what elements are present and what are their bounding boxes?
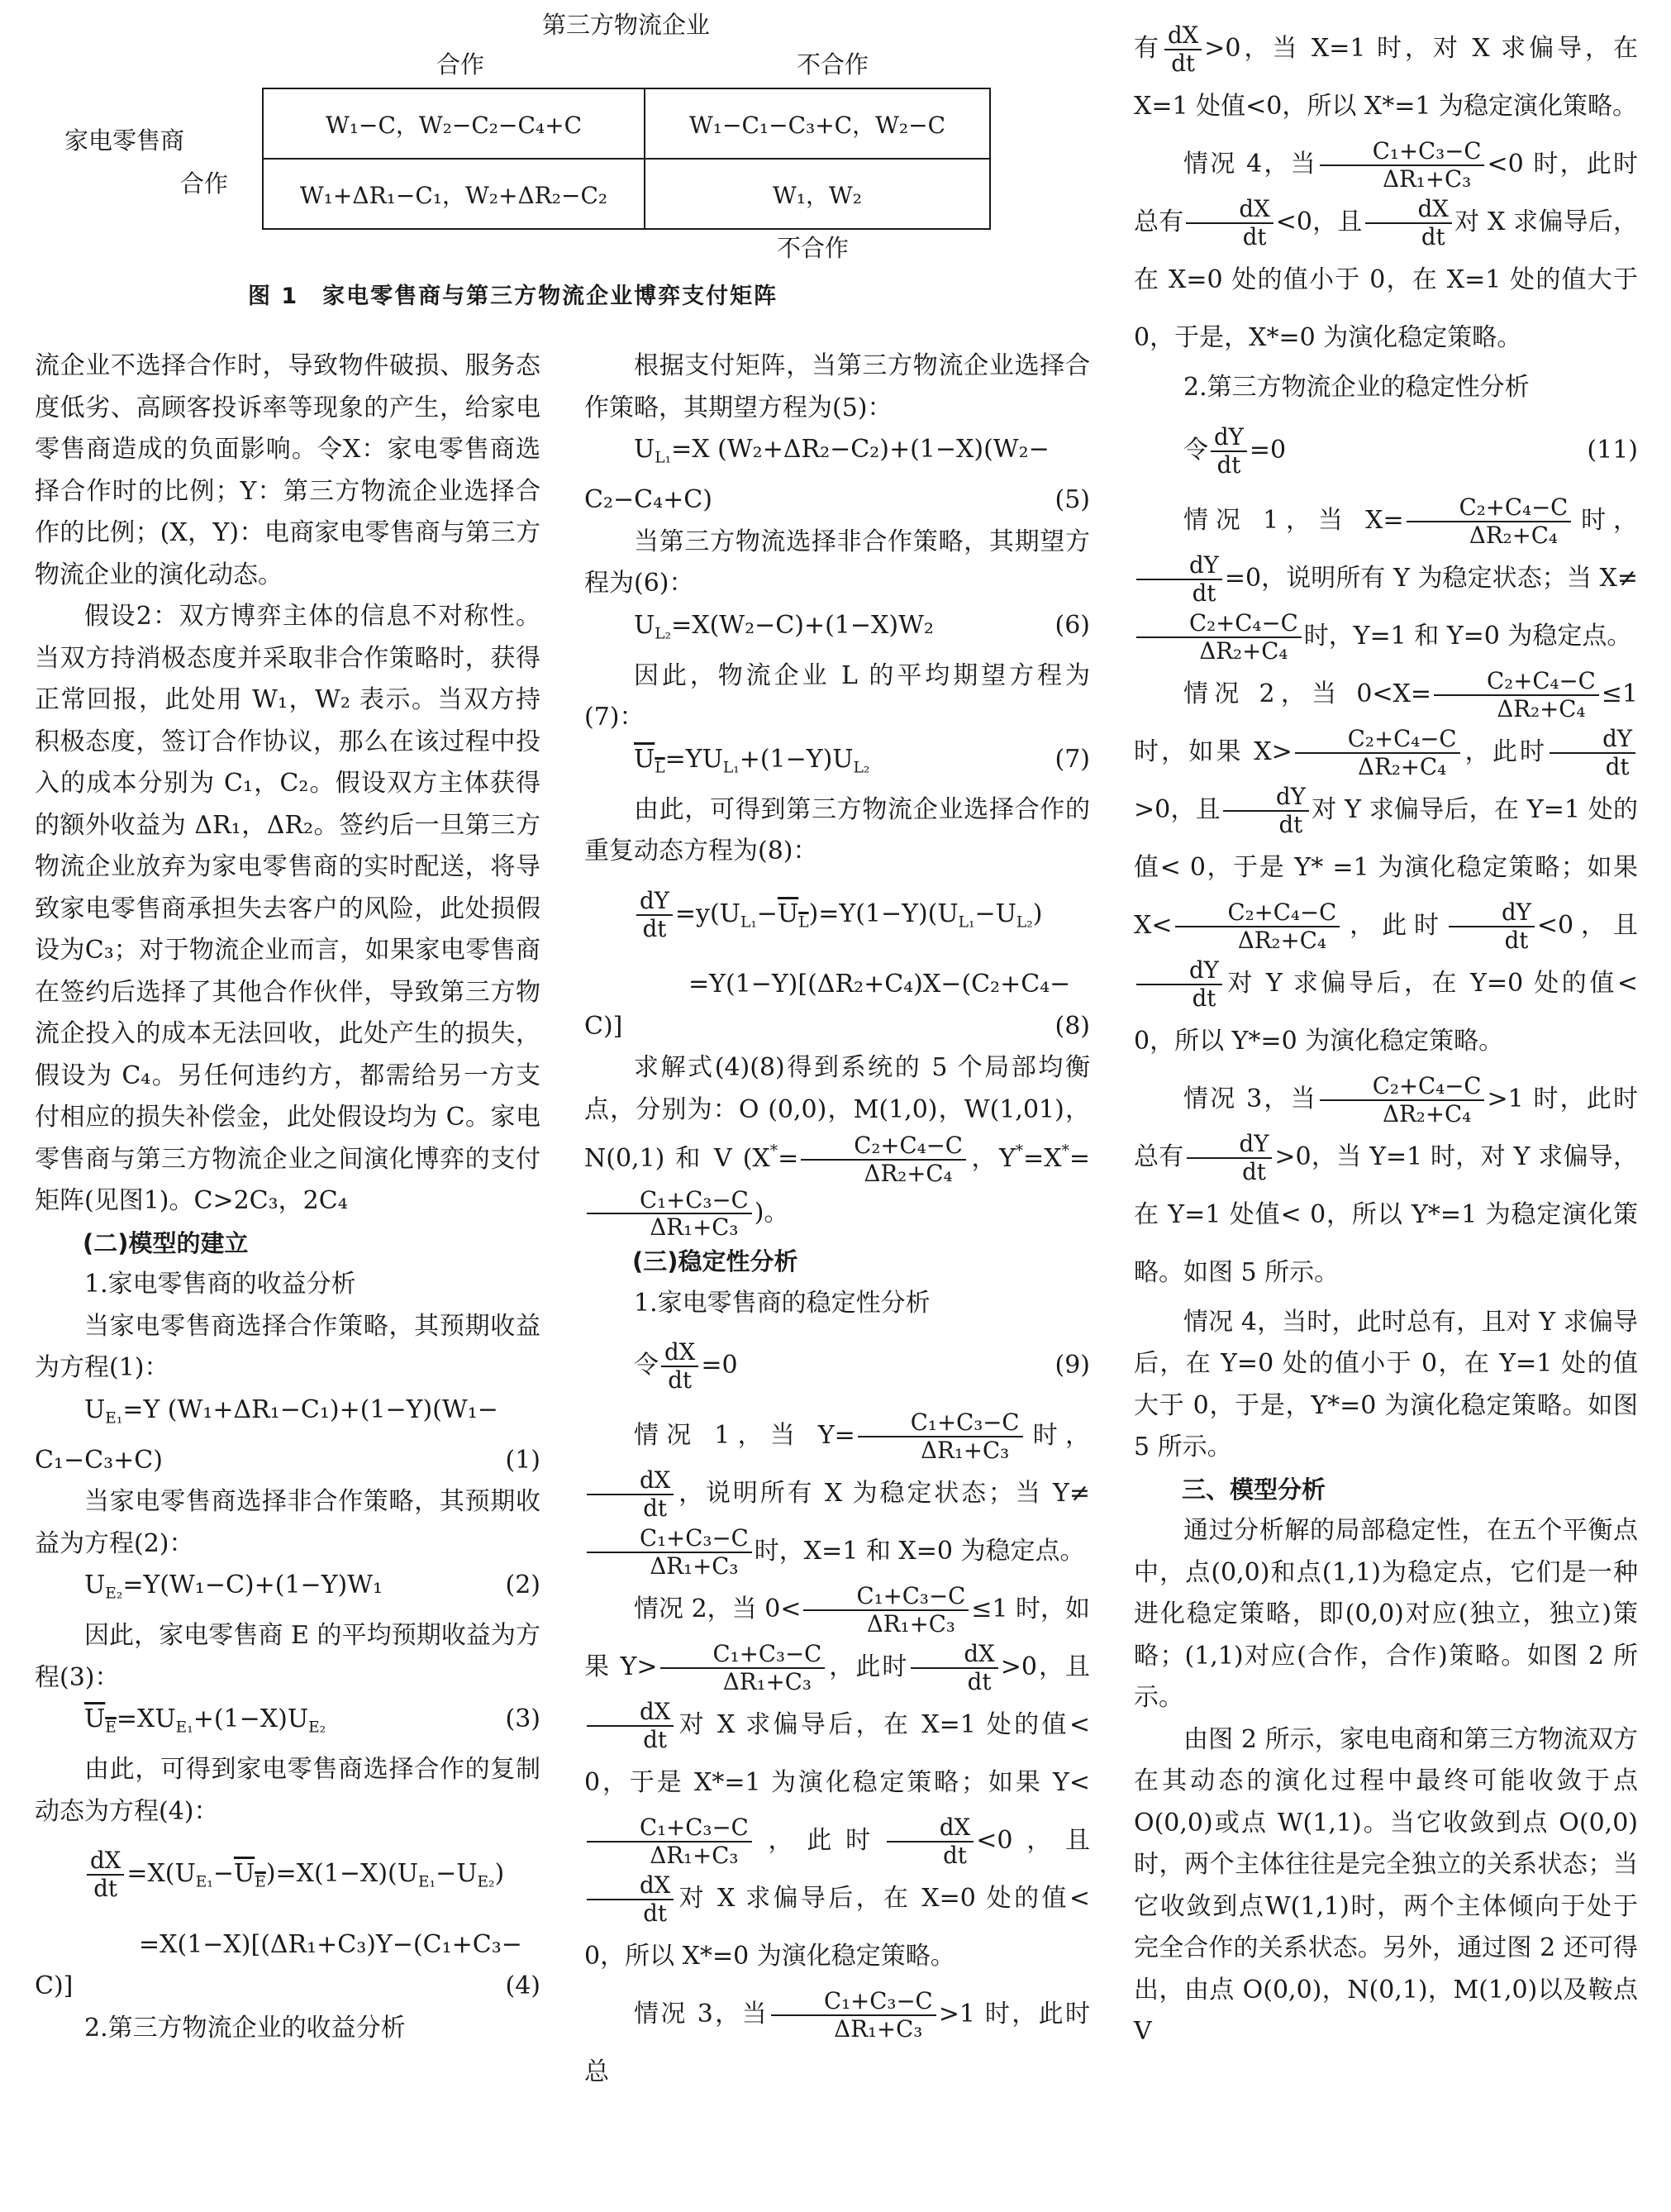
case-4-logistics: 情况 4，当时，此时总有，且对 Y 求偏导后，在 Y=0 处的值小于 0，在 Y=1 处的值大于 0，于是，Y*=0 为演化稳定策略。如图 5 所示。 xyxy=(1134,1307,1638,1461)
paragraph: 由图 2 所示，家电电商和第三方物流双方在其动态的演化过程中最终可能收敛于点 O(0,0)或点 W(1,1)。当它收敛到点 O(0,0)时，两个主体往往是完全独立的关系状态；当它收敛到点W(1,1)时，两个主体倾向于处于完全合作的关系状态。另外，通过图 2 还可得出，由点 O(0,0)，N(0,1)，M(1,0)以及鞍点 V xyxy=(1134,1724,1638,2046)
case-3-logistics: 情况 3，当 $\frac{\text{C₂+C₄−C}}{\text{ΔR₂+C₄}}$ >1 时，此时总有 $\frac{dY}{dt}$ >0，当 Y=1 时，对 Y 求偏导，在 Y=1 处值< 0，所以 Y*=1 为稳定演化策略。如图 5 所示。 xyxy=(1134,1071,1639,1287)
equation-11: 令 $\frac{dY}{dt}$ =0 (11) xyxy=(1183,422,1638,479)
case-1-logistics: 情况 1，当 X= $\frac{\text{C₂+C₄−C}}{\text{ΔR₂+C₄}}$ 时， $\frac{dY}{dt}$ =0，说明所有 Y 为稳定状态；当 X≠ $\frac{\text{C₂+C₄−C}}{\text{ΔR₂+C₄}}$ 时，Y=1 和 Y=0 为稳定点。 xyxy=(1134,492,1638,665)
equation-3: $U_E=XU_{E_1}+(1-X)U_{E_2}$ (3) xyxy=(84,1704,540,1737)
payoff-cell: W₁−C，W₂−C₂−C₄+C xyxy=(263,88,645,159)
paragraph: 当家电零售商选择合作策略，其预期收益为方程(1)： xyxy=(35,1311,540,1382)
equation-5: $U_{L_1}=X$ (W₂+ΔR₂−C₂)+(1−X)(W₂− xyxy=(634,435,1050,467)
equation-2: $U_{E_2}=Y(W_1-C)+(1-Y)W_1$ (2) xyxy=(84,1571,540,1603)
fig-row-main: 家电零售商 xyxy=(64,126,185,155)
equation-4-line3: C)] (4) xyxy=(35,1971,540,2000)
payoff-matrix xyxy=(262,88,991,230)
case-3-retailer-cont: 有 $\frac{dX}{dt}$ >0，当 X=1 时，对 X 求偏导，在 X=1 处值<0，所以 X*=1 为稳定演化策略。 xyxy=(1134,21,1639,121)
column-middle xyxy=(584,346,1090,2101)
paragraph: 当家电零售商选择非合作策略，其预期收益为方程(2)： xyxy=(35,1487,540,1558)
paragraph: 根据支付矩阵，当第三方物流企业选择合作策略，其期望方程为(5)： xyxy=(584,351,1090,422)
equation-5-cont: C₂−C₄+C) (5) xyxy=(584,485,1090,514)
equation-1-cont: C₁−C₃+C) (1) xyxy=(35,1445,540,1475)
column-left xyxy=(35,346,540,2049)
equation-8-line2: =Y(1−Y)[(ΔR₂+C₄)X−(C₂+C₄− xyxy=(688,970,1071,999)
fig-col-coop: 合作 xyxy=(436,50,485,79)
section-heading: (三)稳定性分析 xyxy=(632,1247,798,1276)
payoff-cell: W₁−C₁−C₃+C，W₂−C xyxy=(645,88,990,159)
paragraph: 因此，物流企业 L 的平均期望方程为(7)： xyxy=(584,660,1090,732)
figure-caption: 图 1 家电零售商与第三方物流企业博弈支付矩阵 xyxy=(248,284,778,309)
paragraph: 通过分析解的局部稳定性，在五个平衡点中，点(0,0)和点(1,1)为稳定点，它们是一种进化稳定策略，即(0,0)对应(独立，独立)策略；(1,1)对应(合作，合作)策略。如图 2 所示。 xyxy=(1134,1516,1638,1712)
fig-col-noncoop: 不合作 xyxy=(797,50,869,79)
paragraph: 因此，家电零售商 E 的平均预期收益为方程(3)： xyxy=(35,1621,540,1692)
case-3-retailer-start: 情况 3，当 $\frac{\text{C₁+C₃−C}}{\text{ΔR₁+C₃}}$ >1 时，此时总 xyxy=(584,1987,1091,2087)
subsection-heading: 2.第三方物流企业的稳定性分析 xyxy=(1183,373,1530,402)
fig-row-noncoop: 不合作 xyxy=(777,234,850,262)
equation-1: $U_{E_1}=Y$ (W₁+ΔR₁−C₁)+(1−Y)(W₁− xyxy=(84,1394,498,1427)
subsection-heading: 1.家电零售商的收益分析 xyxy=(84,1270,356,1299)
fig-top-label: 第三方物流企业 xyxy=(542,11,711,39)
paragraph: 当第三方物流选择非合作策略，其期望方程为(6)： xyxy=(584,527,1090,598)
payoff-figure xyxy=(0,0,1140,327)
case-2-logistics: 情况 2，当 0<X= $\frac{\text{C₂+C₄−C}}{\text{ΔR₂+C₄}}$ ≤1 时，如果 X> $\frac{\text{C₂+C₄−C}}{\text{ΔR₂+C₄}}$ ，此时 $\frac{dY}{dt}$ >0，且 $\frac{dY}{dt}$ 对 Y 求偏导后，在 Y=1 处的值< 0，于是 Y* =1 为演化稳定策略；如果 X< $\frac{\text{C₂+C₄−C}}{\text{ΔR₂+C₄}}$ ，此时 $\frac{dY}{dt}$ <0，且 $\frac{dY}{dt}$ 对 Y 求偏导后，在 Y=0 处的值< 0，所以 Y*=0 为演化稳定策略。 xyxy=(1134,666,1638,1056)
equation-4-line2: =X(1−X)[(ΔR₁+C₃)Y−(C₁+C₃− xyxy=(139,1929,522,1959)
payoff-cell: W₁，W₂ xyxy=(645,159,990,229)
paragraph-equilibria: 求解式(4)(8)得到系统的 5 个局部均衡点，分别为：O (0,0)，M(1,0)，W(1,01)，N(0,1) 和 V (X*= $\frac{\text{C₂+C₄−C}}{\text{ΔR₂+C₄}}$ ，Y*=X*= $\frac{\text{C₁+C₃−C}}{\text{ΔR₁+C₃}}$ )。 xyxy=(584,1053,1090,1242)
column-right xyxy=(1134,20,1638,2053)
equation-8: $\frac{dY}{dt}$ $=y(U_{L_1}-U_L)=Y(1-Y)(U_{L_1}-U_{L_2})$ xyxy=(584,873,1090,965)
subsection-heading: 2.第三方物流企业的收益分析 xyxy=(84,2013,406,2043)
payoff-cell: W₁+ΔR₁−C₁，W₂+ΔR₂−C₂ xyxy=(263,159,645,229)
section-heading: 三、模型分析 xyxy=(1182,1475,1326,1504)
case-4-retailer: 情况 4，当 $\frac{\text{C₁+C₃−C}}{\text{ΔR₁+C₃}}$ <0 时，此时总有 $\frac{dX}{dt}$ <0，且 $\frac{dX}{dt}$ 对 X 求偏导后，在 X=0 处的值小于 0，在 X=1 处的值大于 0，于是，X*=0 为演化稳定策略。 xyxy=(1134,137,1639,352)
paragraph: 由此，可得到第三方物流企业选择合作的重复动态方程为(8)： xyxy=(584,794,1090,865)
fig-row-coop: 合作 xyxy=(180,169,229,198)
paragraph: 由此，可得到家电零售商选择合作的复制动态为方程(4)： xyxy=(35,1755,540,1826)
case-2-retailer: 情况 2，当 0< $\frac{\text{C₁+C₃−C}}{\text{ΔR₁+C₃}}$ ≤1 时，如果 Y> $\frac{\text{C₁+C₃−C}}{\text{ΔR₁+C₃}}$ ，此时 $\frac{dX}{dt}$ >0，且 $\frac{dX}{dt}$ 对 X 求偏导后，在 X=1 处的值< 0，于是 X*=1 为演化稳定策略；如果 Y< $\frac{\text{C₁+C₃−C}}{\text{ΔR₁+C₃}}$ ，此时 $\frac{dX}{dt}$ <0，且 $\frac{dX}{dt}$ 对 X 求偏导后，在 X=0 处的值< 0，所以 X*=0 为演化稳定策略。 xyxy=(584,1582,1091,1971)
equation-7: $U_L=YU_{L_1}+(1-Y)U_{L_2}$ (7) xyxy=(634,744,1090,776)
paragraph: 流企业不选择合作时，导致物件破损、服务态度低劣、高顾客投诉率等现象的产生，给家电零售商造成的负面影响。令X：家电零售商选择合作时的比例；Y：第三方物流企业选择合作的比例；(X，Y)：电商家电零售商与第三方物流企业的演化动态。 xyxy=(35,351,540,589)
equation-6: $U_{L_2}=X(W_2-C)+(1-X)W_2$ (6) xyxy=(634,610,1090,642)
subsection-heading: 1.家电零售商的稳定性分析 xyxy=(634,1288,931,1318)
section-heading: (二)模型的建立 xyxy=(83,1228,249,1257)
paragraph: 假设2：双方博弈主体的信息不对称性。当双方持消极态度并采取非合作策略时，获得正常回报，此处用 W₁，W₂ 表示。当双方持积极态度，签订合作协议，那么在该过程中投入的成本分别为 C₁，C₂。假设双方主体获得的额外收益为 ΔR₁，ΔR₂。签约后一旦第三方物流企业放弃为家电零售商的实时配送，将导致家电零售商承担失去客户的风险，此处损假设为C₃；对于物流企业而言，如果家电零售商在签约后选择了其他合作伙伴，导致第三方物流企投入的成本无法回收，此处产生的损失，假设为 C₄。另任何违约方，都需给另一方支付相应的损失补偿金，此处假设均为 C。家电零售商与第三方物流企业之间演化博弈的支付矩阵(见图1)。C>2C₃，2C₄ xyxy=(35,602,540,1215)
equation-8-line3: C)] (8) xyxy=(584,1011,1090,1041)
case-1-retailer: 情况 1，当 Y= $\frac{\text{C₁+C₃−C}}{\text{ΔR₁+C₃}}$ 时， $\frac{dX}{dt}$ ，说明所有 X 为稳定状态；当 Y≠ $\frac{\text{C₁+C₃−C}}{\text{ΔR₁+C₃}}$ 时，X=1 和 X=0 为稳定点。 xyxy=(584,1407,1090,1580)
equation-9: 令 $\frac{dX}{dt}$ =0 (9) xyxy=(634,1338,1090,1394)
equation-4: $\frac{dX}{dt}$ $=X(U_{E_1}-U_E)=X(1-X)(U_{E_1}-U_{E_2})$ xyxy=(35,1833,540,1924)
